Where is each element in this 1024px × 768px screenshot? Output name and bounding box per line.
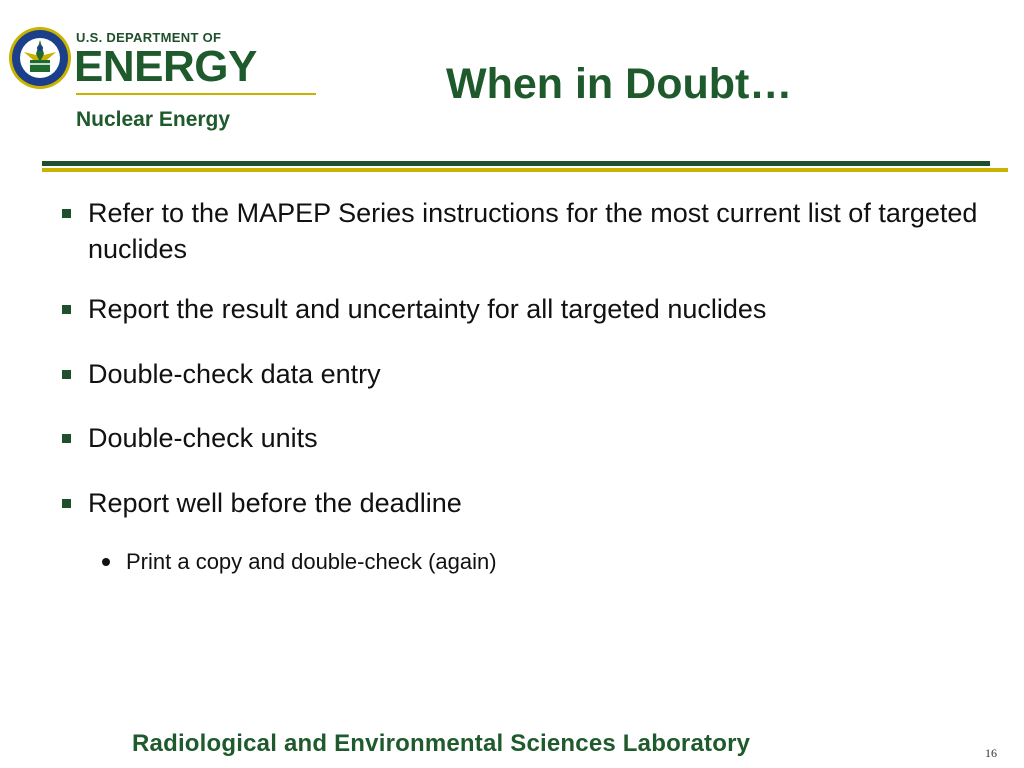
square-bullet-icon [62,305,71,314]
page-number: 16 [985,746,997,760]
logo-underline [76,93,316,95]
square-bullet-icon [62,209,71,218]
square-bullet-icon [62,499,71,508]
bullet-text: Refer to the MAPEP Series instructions for the most current list of targeted nuclides [88,198,978,264]
slide-title: When in Doubt… [446,60,793,108]
square-bullet-icon [62,434,71,443]
bullet-text: Report the result and uncertainty for all targeted nuclides [88,294,767,324]
org-line-energy: ENERGY [74,42,257,91]
bullet-text: Double-check data entry [88,359,381,389]
footer-lab-name: Radiological and Environmental Sciences Laboratory [132,730,751,757]
bullet-text: Report well before the deadline [88,488,462,518]
sub-bullet-text: Print a copy and double-check (again) [126,549,497,574]
doe-seal-icon [8,26,72,90]
round-bullet-icon [102,558,110,566]
header-rule-gold [42,168,1008,172]
org-line-nuclear-energy: Nuclear Energy [76,108,231,131]
header-rule-green [42,161,990,166]
square-bullet-icon [62,370,71,379]
bullet-text: Double-check units [88,423,318,453]
org-line-department: U.S. DEPARTMENT OF [76,30,222,45]
